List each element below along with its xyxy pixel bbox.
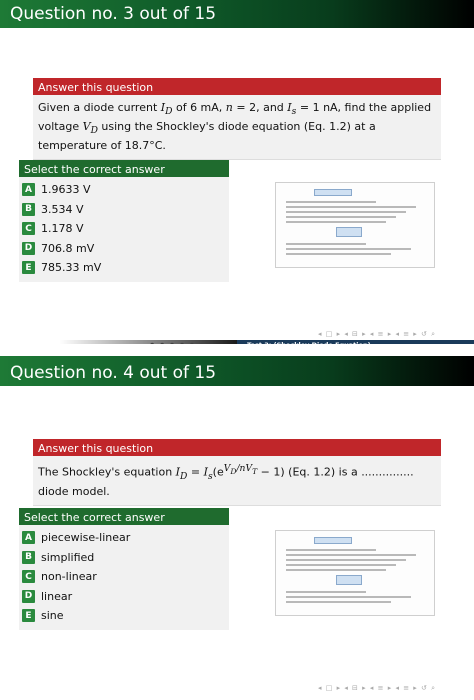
choice-letter: A: [22, 531, 35, 544]
choice-b[interactable]: [19, 200, 229, 220]
choices-list: [19, 525, 229, 630]
choice-text: 706.8 mV: [41, 241, 95, 255]
choice-letter: E: [22, 261, 35, 274]
answer-title: Answer this question: [33, 439, 441, 456]
choice-b[interactable]: [19, 548, 229, 568]
choice-d[interactable]: [19, 239, 229, 259]
reference-slide-thumbnail: [275, 182, 435, 268]
choice-letter: D: [22, 242, 35, 255]
answer-block: [33, 78, 441, 160]
choice-text: linear: [41, 589, 73, 603]
question-text: Given a diode current $I_D$ of 6 mA, n = 2, and $I_s = 1$ nA, find the applied voltage $V_D$ using the Shockley's diode equation (Eq. 1.2) at a temperature of 18.7°C.: [33, 95, 441, 160]
navigation-icons[interactable]: ◂ □ ▸ ◂ ⊟ ▸ ◂ ≡ ▸ ◂ ≡ ▸ ↺ ⌕: [318, 684, 437, 692]
choice-d[interactable]: [19, 587, 229, 607]
answer-block: [33, 439, 441, 506]
slide-question-4: [0, 344, 474, 700]
choice-c[interactable]: [19, 567, 229, 587]
choice-letter: C: [22, 570, 35, 583]
choice-a[interactable]: [19, 528, 229, 548]
choice-letter: B: [22, 551, 35, 564]
choice-text: simplified: [41, 550, 95, 564]
choice-text: 3.534 V: [41, 202, 84, 216]
choice-e[interactable]: [19, 258, 229, 278]
choice-letter: B: [22, 203, 35, 216]
choices-list: [19, 177, 229, 282]
navigation-icons[interactable]: ◂ □ ▸ ◂ ⊟ ▸ ◂ ≡ ▸ ◂ ≡ ▸ ↺ ⌕: [318, 330, 437, 338]
choice-letter: C: [22, 222, 35, 235]
choice-c[interactable]: [19, 219, 229, 239]
choice-text: 1.9633 V: [41, 183, 91, 197]
choice-text: piecewise-linear: [41, 531, 131, 545]
choice-text: 785.33 mV: [41, 261, 102, 275]
question-header: Question no. 4 out of 15: [0, 356, 474, 386]
choices-block: [19, 160, 229, 282]
question-text: The Shockley's equation $I_D = I_s(e^{V_D/nV_T} - 1)$ (Eq. 1.2) is a ............... diode model.: [33, 456, 441, 506]
choices-block: [19, 508, 229, 630]
question-header: Question no. 3 out of 15: [0, 0, 474, 28]
reference-slide-thumbnail: [275, 530, 435, 616]
slide-question-3: [0, 0, 474, 344]
choices-title: Select the correct answer: [19, 508, 229, 525]
choices-title: Select the correct answer: [19, 160, 229, 177]
choice-text: 1.178 V: [41, 222, 84, 236]
choice-a[interactable]: [19, 180, 229, 200]
answer-title: Answer this question: [33, 78, 441, 95]
choice-letter: E: [22, 609, 35, 622]
choice-e[interactable]: [19, 606, 229, 626]
choice-letter: D: [22, 590, 35, 603]
choice-text: non-linear: [41, 570, 97, 584]
choice-text: sine: [41, 609, 64, 623]
choice-letter: A: [22, 183, 35, 196]
